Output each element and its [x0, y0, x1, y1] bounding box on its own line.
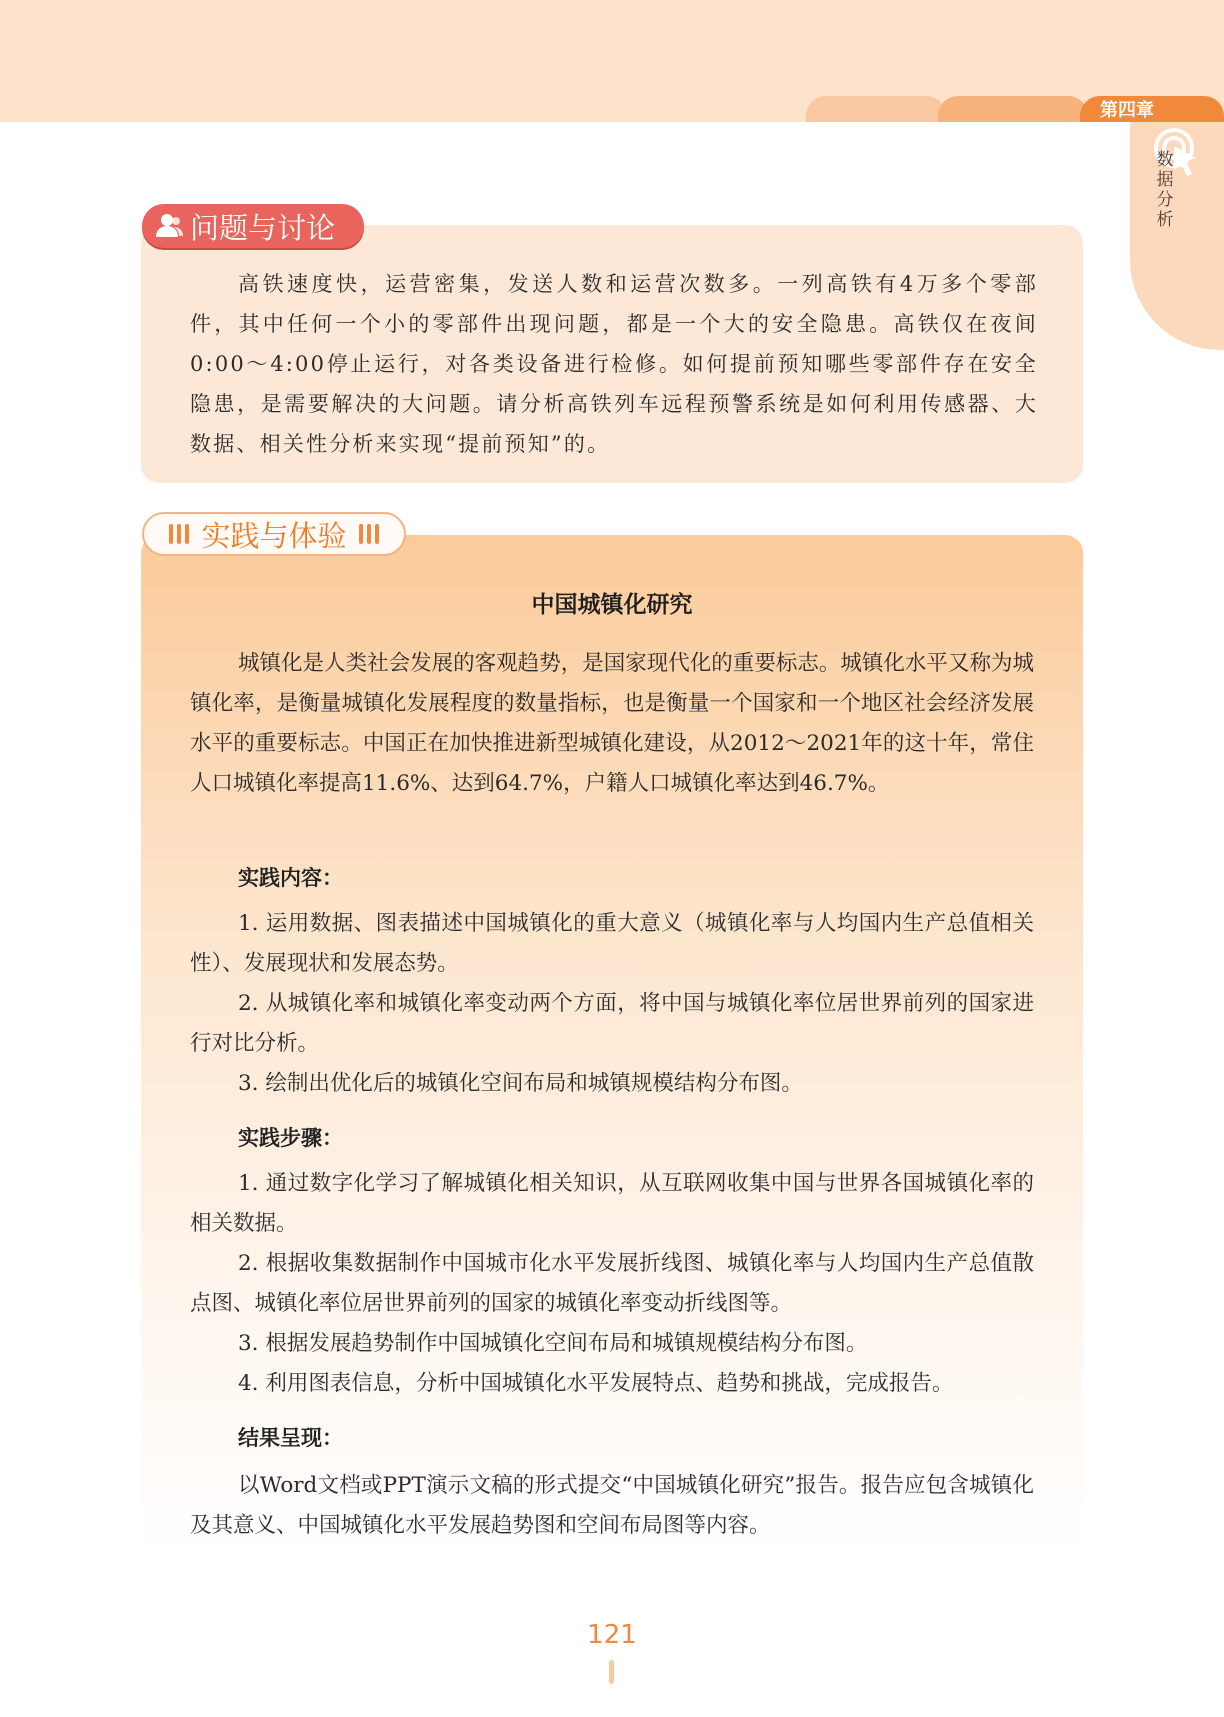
chapter-label: 第四章 [1100, 100, 1154, 121]
step-item: 1. 通过数字化学习了解城镇化相关知识，从互联网收集中国与世界各国城镇化率的相关数据。 [190, 1171, 1034, 1236]
chapter-tab [1080, 96, 1224, 122]
header-tab-decor-1 [806, 96, 946, 122]
discussion-text: 高铁速度快，运营密集，发送人数和运营次数多。一列高铁有4万多个零部件，其中任何一个小的零部件出现问题，都是一个大的安全隐患。高铁仅在夜间0:00～4:00停止运行，对各类设备进行检修。如何提前预知哪些零部件存在安全隐患，是需要解决的大问题。请分析高铁列车远程预警系统是如何利用传感器、大数据、相关性分析来实现“提前预知”的。 [190, 272, 1038, 456]
content-item: 1. 运用数据、图表描述中国城镇化的重大意义（城镇化率与人均国内生产总值相关性）、发展现状和发展态势。 [190, 911, 1034, 976]
practice-label-text: 实践与体验 [201, 518, 347, 553]
page-number-tick [609, 1660, 614, 1684]
discussion-label-text: 问题与讨论 [190, 210, 336, 245]
step-item: 2. 根据收集数据制作中国城市化水平发展折线图、城镇化率与人均国内生产总值散点图、城镇化率位居世界前列的国家的城镇化率变动折线图等。 [190, 1251, 1034, 1316]
content-heading: 实践内容： [238, 866, 343, 890]
result-heading: 结果呈现： [238, 1426, 343, 1450]
step-item: 4. 利用图表信息，分析中国城镇化水平发展特点、趋势和挑战，完成报告。 [238, 1371, 954, 1396]
people-icon [154, 211, 184, 241]
content-item: 2. 从城镇化率和城镇化率变动两个方面，将中国与城镇化率位居世界前列的国家进行对比分析。 [190, 991, 1034, 1056]
header-tab-decor-2 [938, 96, 1088, 122]
page-number: 121 [587, 1620, 637, 1650]
step-item: 3. 根据发展趋势制作中国城镇化空间布局和城镇规模结构分布图。 [238, 1331, 868, 1356]
content-item: 3. 绘制出优化后的城镇化空间布局和城镇规模结构分布图。 [238, 1071, 803, 1096]
practice-label [142, 512, 406, 556]
result-text: 以Word文档或PPT演示文稿的形式提交“中国城镇化研究”报告。报告应包含城镇化及其意义、中国城镇化水平发展趋势图和空间布局图等内容。 [190, 1473, 1034, 1538]
practice-intro: 城镇化是人类社会发展的客观趋势，是国家现代化的重要标志。城镇化水平又称为城镇化率，是衡量城镇化发展程度的数量指标，也是衡量一个国家和一个地区社会经济发展水平的重要标志。中国正在加快推进新型城镇化建设，从2012～2021年的这十年，常住人口城镇化率提高11.6%、达到64.7%，户籍人口城镇化率达到46.7%。 [190, 651, 1034, 796]
practice-title: 中国城镇化研究 [531, 592, 693, 618]
discussion-label [142, 204, 364, 248]
steps-heading: 实践步骤： [238, 1126, 343, 1150]
bars-decor-right [359, 524, 379, 544]
bars-decor-left [169, 524, 189, 544]
side-section-title: 数据分析 [1156, 150, 1174, 230]
